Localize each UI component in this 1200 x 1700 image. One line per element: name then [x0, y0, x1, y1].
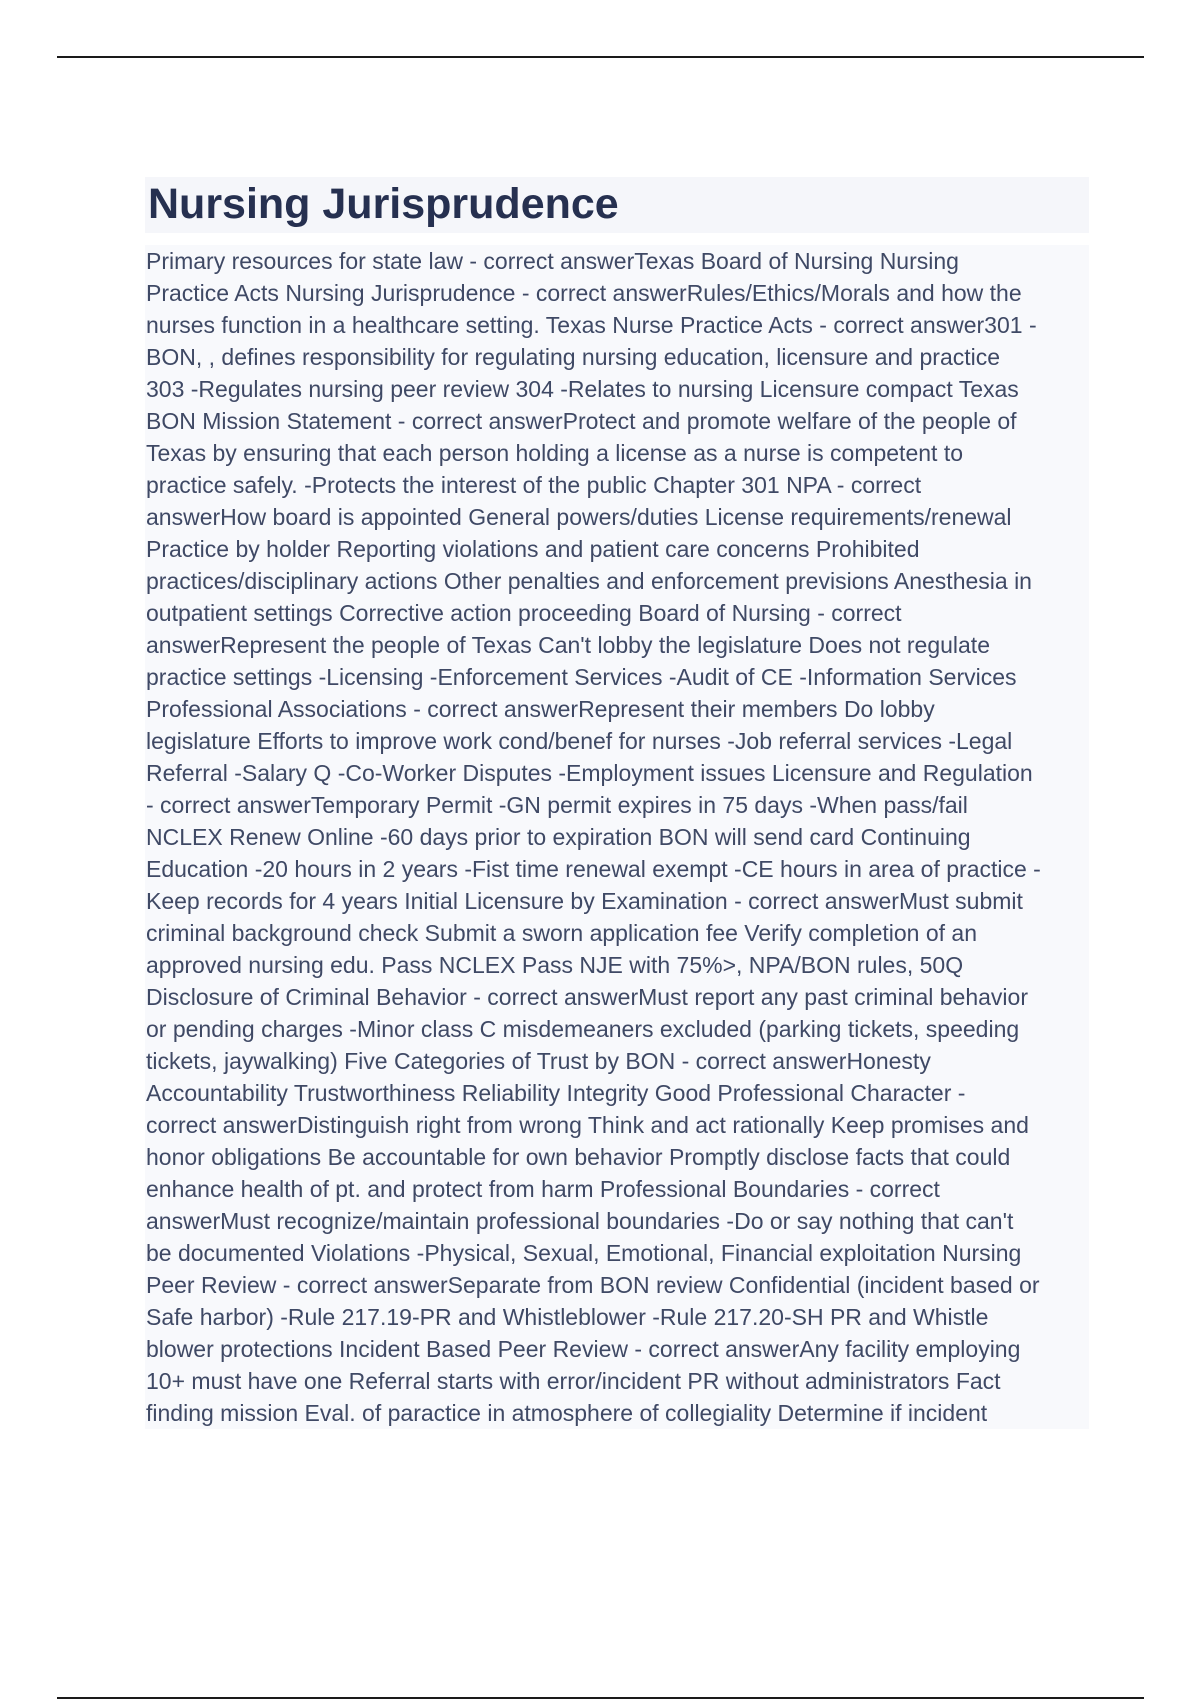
body-line: 303 -Regulates nursing peer review 304 -Relates to nursing Licensure compact Texas — [145, 373, 1089, 405]
body-line: criminal background check Submit a sworn application fee Verify completion of an — [145, 917, 1089, 949]
body-line: Practice Acts Nursing Jurisprudence - correct answerRules/Ethics/Morals and how the — [145, 277, 1089, 309]
body-line: answerRepresent the people of Texas Can't lobby the legislature Does not regulate — [145, 629, 1089, 661]
body-line: practice safely. -Protects the interest of the public Chapter 301 NPA - correct — [145, 469, 1089, 501]
body-line: Texas by ensuring that each person holding a license as a nurse is competent to — [145, 437, 1089, 469]
document-content — [145, 177, 1089, 1429]
body-line: practices/disciplinary actions Other penalties and enforcement previsions Anesthesia in — [145, 565, 1089, 597]
body-line: - correct answerTemporary Permit -GN permit expires in 75 days -When pass/fail — [145, 789, 1089, 821]
header-rule — [57, 56, 1144, 58]
body-line: BON Mission Statement - correct answerProtect and promote welfare of the people of — [145, 405, 1089, 437]
document-title: Nursing Jurisprudence — [145, 177, 1089, 233]
body-line: Safe harbor) -Rule 217.19-PR and Whistleblower -Rule 217.20-SH PR and Whistle — [145, 1301, 1089, 1333]
body-line: answerHow board is appointed General powers/duties License requirements/renewal — [145, 501, 1089, 533]
body-line: Referral -Salary Q -Co-Worker Disputes -Employment issues Licensure and Regulation — [145, 757, 1089, 789]
body-line: be documented Violations -Physical, Sexual, Emotional, Financial exploitation Nursing — [145, 1237, 1089, 1269]
body-line: answerMust recognize/maintain professional boundaries -Do or say nothing that can't — [145, 1205, 1089, 1237]
body-line: Peer Review - correct answerSeparate from BON review Confidential (incident based or — [145, 1269, 1089, 1301]
footer-rule — [57, 1697, 1144, 1699]
body-line: honor obligations Be accountable for own behavior Promptly disclose facts that could — [145, 1141, 1089, 1173]
body-line: nurses function in a healthcare setting. Texas Nurse Practice Acts - correct answer301 - — [145, 309, 1089, 341]
body-line: Keep records for 4 years Initial Licensure by Examination - correct answerMust submit — [145, 885, 1089, 917]
body-line: enhance health of pt. and protect from harm Professional Boundaries - correct — [145, 1173, 1089, 1205]
body-line: correct answerDistinguish right from wrong Think and act rationally Keep promises and — [145, 1109, 1089, 1141]
body-line: practice settings -Licensing -Enforcement Services -Audit of CE -Information Services — [145, 661, 1089, 693]
body-line: outpatient settings Corrective action proceeding Board of Nursing - correct — [145, 597, 1089, 629]
body-line: Primary resources for state law - correct answerTexas Board of Nursing Nursing — [145, 245, 1089, 277]
body-line: BON, , defines responsibility for regulating nursing education, licensure and practice — [145, 341, 1089, 373]
body-line: Professional Associations - correct answerRepresent their members Do lobby — [145, 693, 1089, 725]
body-line: 10+ must have one Referral starts with error/incident PR without administrators Fact — [145, 1365, 1089, 1397]
body-line: Practice by holder Reporting violations and patient care concerns Prohibited — [145, 533, 1089, 565]
body-line: Education -20 hours in 2 years -Fist time renewal exempt -CE hours in area of practice - — [145, 853, 1089, 885]
body-line: legislature Efforts to improve work cond/benef for nurses -Job referral services -Legal — [145, 725, 1089, 757]
body-line: blower protections Incident Based Peer Review - correct answerAny facility employing — [145, 1333, 1089, 1365]
body-line: finding mission Eval. of paractice in atmosphere of collegiality Determine if incident — [145, 1397, 1089, 1429]
body-line: Disclosure of Criminal Behavior - correct answerMust report any past criminal behavior — [145, 981, 1089, 1013]
document-body — [145, 245, 1089, 1429]
body-line: Accountability Trustworthiness Reliability Integrity Good Professional Character - — [145, 1077, 1089, 1109]
body-line: tickets, jaywalking) Five Categories of Trust by BON - correct answerHonesty — [145, 1045, 1089, 1077]
body-line: or pending charges -Minor class C misdemeaners excluded (parking tickets, speeding — [145, 1013, 1089, 1045]
body-line: approved nursing edu. Pass NCLEX Pass NJE with 75%>, NPA/BON rules, 50Q — [145, 949, 1089, 981]
body-line: NCLEX Renew Online -60 days prior to expiration BON will send card Continuing — [145, 821, 1089, 853]
